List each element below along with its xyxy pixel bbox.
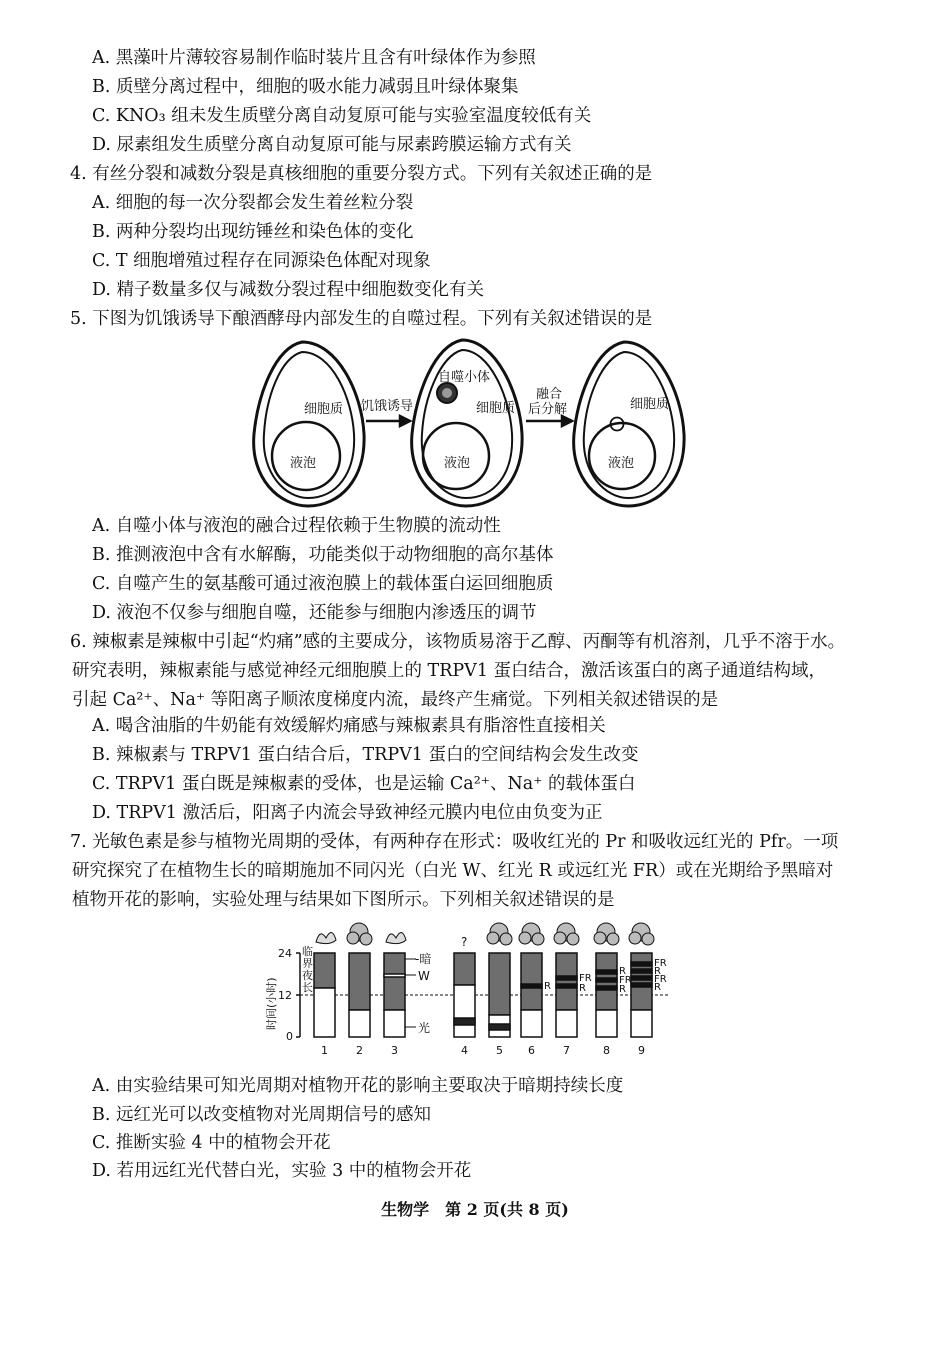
bar-number: 6 bbox=[528, 1044, 535, 1057]
q4-option-b: B. 两种分裂均出现纺锤丝和染色体的变化 bbox=[92, 222, 414, 242]
page-footer: 生物学 第 2 页(共 8 页) bbox=[381, 1200, 569, 1219]
q7-option-c: C. 推断实验 4 中的植物会开花 bbox=[92, 1133, 331, 1153]
q3-option-c: C. KNO₃ 组未发生质壁分离自动复原可能与实验室温度较低有关 bbox=[92, 106, 592, 126]
fusion-label: 融合 bbox=[536, 387, 563, 402]
legend-white-flash: W bbox=[418, 969, 430, 983]
flash-label: R bbox=[654, 966, 661, 977]
critical-label-3: 夜 bbox=[302, 969, 313, 982]
legend-dark: -暗 bbox=[415, 952, 432, 966]
critical-label-1: 临 bbox=[302, 945, 313, 958]
flash-label: R bbox=[654, 982, 661, 993]
question-mark: ? bbox=[461, 935, 468, 949]
cytoplasm-label-2: 细胞质 bbox=[476, 401, 516, 416]
q6-option-b: B. 辣椒素与 TRPV1 蛋白结合后，TRPV1 蛋白的空间结构会发生改变 bbox=[92, 745, 639, 765]
bar-number: 3 bbox=[391, 1044, 398, 1057]
q6-stem-line-2: 研究表明，辣椒素能与感觉神经元细胞膜上的 TRPV1 蛋白结合，激活该蛋白的离子通道结构域， bbox=[72, 661, 827, 681]
cytoplasm-label-1: 细胞质 bbox=[304, 402, 344, 417]
q4-option-c: C. T 细胞增殖过程存在同源染色体配对现象 bbox=[92, 251, 431, 271]
bar-number: 1 bbox=[321, 1044, 328, 1057]
q6-option-c: C. TRPV1 蛋白既是辣椒素的受体，也是运输 Ca²⁺、Na⁺ 的载体蛋白 bbox=[92, 774, 636, 794]
starvation-induction-label: 饥饿诱导 bbox=[361, 399, 414, 414]
q3-option-d: D. 尿素组发生质壁分离自动复原可能与尿素跨膜运输方式有关 bbox=[92, 135, 572, 155]
q7-stem-line-3: 植物开花的影响，实验处理与结果如下图所示。下列相关叙述错误的是 bbox=[72, 890, 615, 910]
bar-number: 2 bbox=[356, 1044, 363, 1057]
vacuole-label-3: 液泡 bbox=[608, 456, 635, 471]
q6-stem-line-1: 6. 辣椒素是辣椒中引起“灼痛”感的主要成分，该物质易溶于乙醇、丙酮等有机溶剂，几乎不溶于水。 bbox=[70, 632, 846, 652]
flash-label: FR bbox=[654, 974, 667, 985]
flash-label: R bbox=[619, 984, 626, 995]
autophagosome-label: 自噬小体 bbox=[438, 370, 491, 385]
bar-number: 8 bbox=[603, 1044, 610, 1057]
decompose-label: 后分解 bbox=[528, 402, 568, 417]
flash-label: FR bbox=[579, 973, 592, 984]
flash-label: R bbox=[544, 981, 551, 992]
critical-label-4: 长 bbox=[302, 981, 313, 994]
y-tick-12: 12 bbox=[278, 989, 292, 1002]
q4-stem: 4. 有丝分裂和减数分裂是真核细胞的重要分裂方式。下列有关叙述正确的是 bbox=[70, 164, 653, 184]
bar-number: 5 bbox=[496, 1044, 503, 1057]
flash-label: R bbox=[579, 983, 586, 994]
vacuole-label-1: 液泡 bbox=[290, 456, 317, 471]
y-tick-24: 24 bbox=[278, 947, 292, 960]
q5-option-a: A. 自噬小体与液泡的融合过程依赖于生物膜的流动性 bbox=[92, 516, 501, 536]
y-tick-0: 0 bbox=[286, 1030, 293, 1043]
vacuole-label-2: 液泡 bbox=[444, 456, 471, 471]
bar-number: 4 bbox=[461, 1044, 468, 1057]
flash-label: FR bbox=[654, 958, 667, 969]
flash-label: R bbox=[619, 966, 626, 977]
cytoplasm-label-3: 细胞质 bbox=[630, 397, 670, 412]
q5-stem: 5. 下图为饥饿诱导下酿酒酵母内部发生的自噬过程。下列有关叙述错误的是 bbox=[70, 309, 653, 329]
legend-light: 光 bbox=[418, 1021, 431, 1035]
q7-option-b: B. 远红光可以改变植物对光周期信号的感知 bbox=[92, 1105, 431, 1125]
critical-label-2: 界 bbox=[302, 957, 313, 970]
q7-stem-line-1: 7. 光敏色素是参与植物光周期的受体，有两种存在形式：吸收红光的 Pr 和吸收远红光的 Pfr。一项 bbox=[70, 832, 839, 852]
yeast-autophagy-diagram bbox=[240, 334, 710, 514]
q6-option-d: D. TRPV1 激活后，阳离子内流会导致神经元膜内电位由负变为正 bbox=[92, 803, 603, 823]
q7-option-a: A. 由实验结果可知光周期对植物开花的影响主要取决于暗期持续长度 bbox=[92, 1076, 624, 1096]
flash-label: FR bbox=[619, 975, 632, 986]
q7-option-d: D. 若用远红光代替白光，实验 3 中的植物会开花 bbox=[92, 1161, 472, 1181]
q6-stem-line-3: 引起 Ca²⁺、Na⁺ 等阳离子顺浓度梯度内流，最终产生痛觉。下列相关叙述错误的是 bbox=[72, 690, 719, 710]
bar-number: 7 bbox=[563, 1044, 570, 1057]
q5-option-d: D. 液泡不仅参与细胞自噬，还能参与细胞内渗透压的调节 bbox=[92, 603, 537, 623]
q6-option-a: A. 喝含油脂的牛奶能有效缓解灼痛感与辣椒素具有脂溶性直接相关 bbox=[92, 716, 606, 736]
q3-option-b: B. 质壁分离过程中，细胞的吸水能力减弱且叶绿体聚集 bbox=[92, 77, 519, 97]
q5-option-b: B. 推测液泡中含有水解酶，功能类似于动物细胞的高尔基体 bbox=[92, 545, 554, 565]
y-axis-label: 时间(小时) bbox=[265, 977, 278, 1030]
bar-number: 9 bbox=[638, 1044, 645, 1057]
q7-stem-line-2: 研究探究了在植物生长的暗期施加不同闪光（白光 W、红光 R 或远红光 FR）或在光期给予黑暗对 bbox=[72, 861, 834, 881]
q4-option-a: A. 细胞的每一次分裂都会发生着丝粒分裂 bbox=[92, 193, 414, 213]
q5-option-c: C. 自噬产生的氨基酸可通过液泡膜上的载体蛋白运回细胞质 bbox=[92, 574, 554, 594]
q4-option-d: D. 精子数量多仅与减数分裂过程中细胞数变化有关 bbox=[92, 280, 485, 300]
q3-option-a: A. 黑藻叶片薄较容易制作临时装片且含有叶绿体作为参照 bbox=[92, 48, 536, 68]
photoperiod-flowering-diagram bbox=[258, 912, 698, 1072]
